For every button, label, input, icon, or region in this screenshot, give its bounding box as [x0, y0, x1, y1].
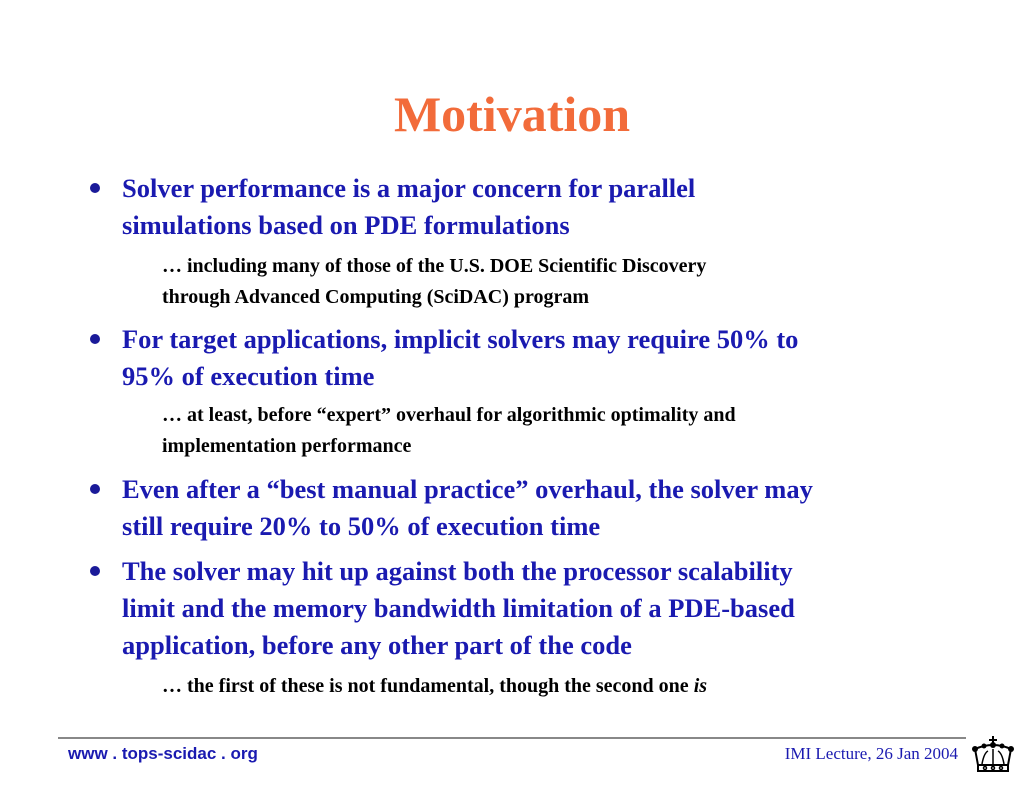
- sub-line: … including many of those of the U.S. DOE Scientific Discovery: [162, 255, 707, 277]
- bullet-item-2: [122, 321, 952, 395]
- sub-line: … at least, before “expert” overhaul for algorithmic optimality and: [162, 404, 736, 426]
- sub-item-1: [162, 251, 942, 313]
- sub-item-2: [162, 400, 942, 462]
- bullet-marker: [90, 183, 100, 193]
- bullet-item-4: [122, 553, 952, 664]
- sub-item-4: [162, 671, 942, 702]
- bullet-line: application, before any other part of the code: [122, 630, 632, 660]
- bullet-line: limit and the memory bandwidth limitation of a PDE-based: [122, 593, 795, 623]
- bullet-marker: [90, 566, 100, 576]
- footer-website-link[interactable]: www . tops-scidac . org: [68, 744, 258, 763]
- sub-line: implementation performance: [162, 435, 412, 457]
- bullet-line: For target applications, implicit solvers may require 50% to: [122, 324, 799, 354]
- sub-line-emphasis: is: [693, 675, 708, 697]
- bullet-line: Even after a “best manual practice” overhaul, the solver may: [122, 474, 813, 504]
- bullet-line: simulations based on PDE formulations: [122, 210, 570, 240]
- crown-icon: [970, 735, 1016, 775]
- bullet-line: Solver performance is a major concern for parallel: [122, 173, 696, 203]
- bullet-item-3: [122, 471, 952, 545]
- bullet-line: 95% of execution time: [122, 361, 375, 391]
- sub-line: … the first of these is not fundamental, though the second one: [162, 675, 694, 697]
- bullet-item-1: [122, 170, 952, 244]
- bullet-marker: [90, 334, 100, 344]
- sub-line: through Advanced Computing (SciDAC) program: [162, 286, 590, 308]
- slide-title: Motivation: [393, 86, 631, 142]
- footer-lecture-info: IMI Lecture, 26 Jan 2004: [784, 744, 958, 763]
- bullet-line: The solver may hit up against both the processor scalability: [122, 556, 793, 586]
- bullet-line: still require 20% to 50% of execution time: [122, 511, 601, 541]
- footer-divider: [58, 737, 966, 739]
- bullet-marker: [90, 484, 100, 494]
